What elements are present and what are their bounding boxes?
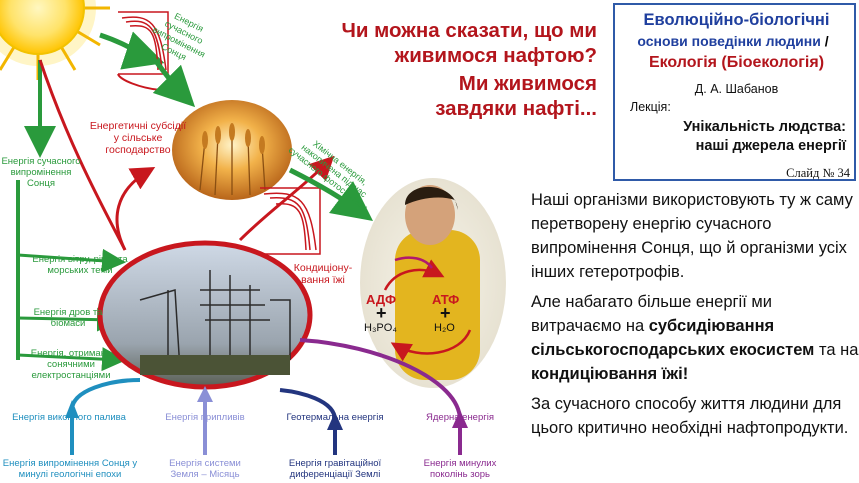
question-heading bbox=[297, 18, 597, 121]
wheat-field-image bbox=[172, 100, 292, 200]
conditioning-coil bbox=[260, 188, 320, 254]
body-p2-part-a: Але набагато більше енергії ми витрачаємо на bbox=[531, 293, 772, 335]
solar-plants-label: Енергія, отримана сонячними електростанціями bbox=[30, 348, 112, 381]
lecture-info-box bbox=[613, 3, 856, 181]
bottom-source-bottom-2: Енергія гравітаційної диференціації Землі bbox=[288, 458, 382, 480]
bottom-source-top-1: Енергія припливів bbox=[165, 412, 245, 423]
bottom-source-top-0: Енергія викопного палива bbox=[12, 412, 126, 423]
question-line-1: Чи можна сказати, що ми bbox=[341, 19, 597, 42]
bottom-source-bottom-0: Енергія випромінення Сонця у минулі геологічні епохи bbox=[2, 458, 138, 480]
subsidy-arrow bbox=[117, 170, 150, 250]
body-p2-emphasis-conditioning: кондиціювання їжі! bbox=[531, 365, 689, 383]
body-text bbox=[531, 188, 859, 446]
author-name: Д. А. Шабанов bbox=[694, 82, 779, 96]
adp-label: АДФ bbox=[366, 292, 397, 307]
body-paragraph-2 bbox=[531, 290, 859, 386]
sun-left-label: Енергія сучасного випромінення Сонця bbox=[1, 156, 81, 189]
phosphoric-acid-label: H₃PO₄ bbox=[364, 322, 397, 334]
bottom-source-bottom-1: Енергія системи Земля – Місяць bbox=[169, 458, 241, 480]
sun-coil-label: Енергія сучасного випромінення Сонця bbox=[150, 10, 207, 63]
body-p2-part-c: та на bbox=[814, 341, 859, 359]
wind-energy-label: Енергія вітру, річок та морських течій bbox=[32, 254, 128, 276]
body-paragraph-1: Наші організми використовують ту ж саму перетворену енергію сучасного випромінення Сонця, що й організми усіх інших гетеротрофів. bbox=[531, 191, 853, 281]
chem-energy-label: Хімічна енергія, накопичена під час сучасного фотосинтезу bbox=[286, 138, 370, 213]
sun-icon bbox=[0, 0, 110, 80]
question-line-2: живимося нафтою? bbox=[394, 44, 597, 67]
course-title: Еволюційно-біологічні bbox=[643, 11, 830, 29]
body-p2-emphasis-subsidy: субсидіювання сільськогосподарських екосистем bbox=[531, 317, 815, 359]
course-subtitle-text: основи поведінки людини bbox=[637, 33, 821, 49]
bottom-source-bottom-3: Енергія минулих поколінь зорь bbox=[423, 458, 497, 480]
plus-sign-left: + bbox=[376, 303, 387, 323]
question-line-3: Ми живимося bbox=[458, 72, 597, 95]
course-subtitle bbox=[615, 33, 851, 49]
lecture-topic-line-1: Унікальність людства: bbox=[683, 119, 846, 135]
atp-label: АТФ bbox=[432, 292, 460, 307]
industry-image bbox=[100, 243, 310, 387]
conditioning-label: Кондиціону-вання їжі bbox=[293, 262, 353, 286]
course-slash: / bbox=[824, 33, 829, 49]
course-alt-title: Екологія (Біоекологія) bbox=[648, 54, 825, 71]
lecture-label: Лекція: bbox=[630, 100, 671, 114]
lecture-topic-line-2: наші джерела енергії bbox=[695, 138, 846, 154]
body-paragraph-3: За сучасного способу життя людини для цього критично необхідні нафтопродукти. bbox=[531, 395, 849, 437]
lecture-topic bbox=[636, 118, 846, 156]
wood-energy-label: Енергія дров та біомаси bbox=[33, 307, 103, 329]
slide-number: Слайд № 34 bbox=[786, 166, 850, 180]
plus-sign-right: + bbox=[440, 303, 451, 323]
water-label: H₂O bbox=[434, 322, 455, 334]
bottom-source-top-3: Ядерна енергія bbox=[426, 412, 494, 423]
question-line-4: завдяки нафті... bbox=[435, 97, 597, 120]
subsidy-label: Енергетичні субсідії у сільське господарство bbox=[89, 120, 187, 156]
bottom-source-top-2: Геотермальна енергія bbox=[286, 412, 384, 423]
